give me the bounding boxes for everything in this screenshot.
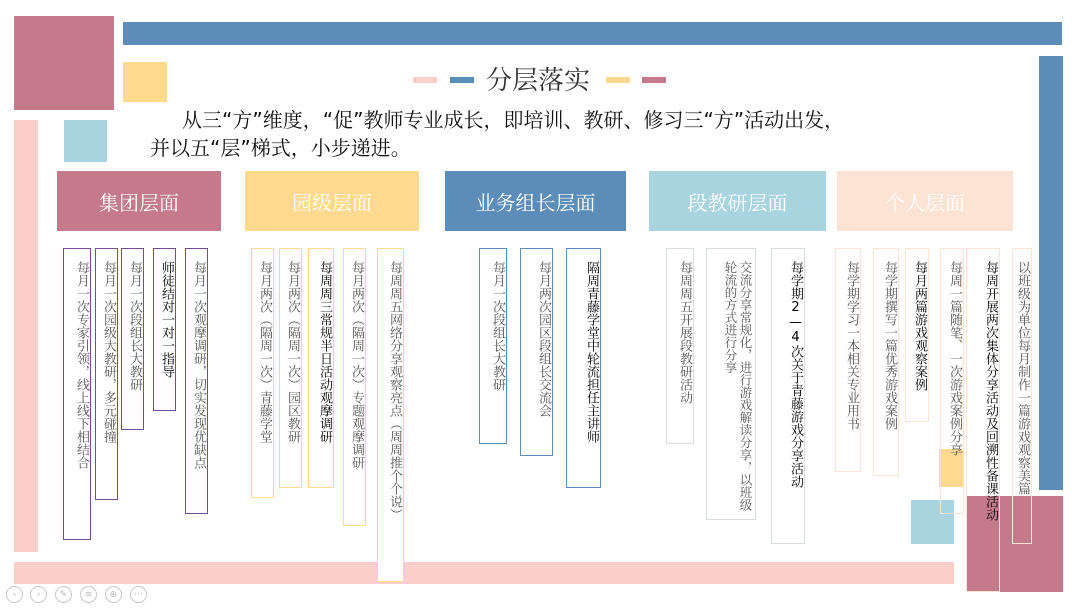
intro-line-1: 从三“方”维度，“促”教师专业成长，即培训、教研、修习三“方”活动出发， [182, 108, 845, 132]
card-kindergarten-1: 每月两次（隔周一次）青藤学堂 [251, 248, 274, 498]
card-personal-6: 以班级为单位每月制作一篇游戏观察美篇 [1012, 248, 1032, 544]
deco-blue-bar-right [1039, 56, 1063, 490]
card-kindergarten-2: 每月两次（隔周一次）园区教研 [279, 248, 302, 488]
header-label: 个人层面 [885, 190, 965, 215]
card-personal-1: 每学期学习一本相关专业用书 [835, 248, 861, 472]
card-personal-5: 每周开展两次集体分享活动及回溯性备课活动 [966, 248, 1000, 592]
pen-icon[interactable]: ✎ [55, 586, 72, 603]
card-business-3: 隔周青藤学堂中轮流担任主讲师 [566, 248, 601, 488]
card-grade-1: 每周周五开展段教研活动 [666, 248, 694, 444]
deco-light-blue-square [64, 120, 107, 162]
deco-pink-bar-left [14, 120, 38, 552]
header-kindergarten-level [245, 171, 419, 231]
prev-slide-icon[interactable]: ‹ [6, 586, 23, 603]
zoom-icon[interactable]: ⊕ [105, 586, 122, 603]
header-label: 集团层面 [99, 190, 179, 215]
title-dash-yellow [606, 77, 630, 83]
deco-blue-bar-top [123, 22, 1062, 45]
card-group-2: 每月一次园级大教研，多元碰撞 [95, 248, 118, 500]
header-label: 业务组长层面 [475, 190, 596, 215]
card-personal-3: 每月两篇游戏观察案例 [905, 248, 929, 422]
card-business-1: 每月一次段组长大教研 [479, 248, 507, 444]
card-personal-2: 每学期撰写一篇优秀游戏案例 [873, 248, 899, 476]
next-slide-icon[interactable]: › [30, 586, 47, 603]
deco-pink-bar-bottom [14, 562, 954, 584]
intro-paragraph [150, 106, 1030, 162]
header-group-level [57, 171, 221, 231]
card-group-5: 每月一次观摩调研，切实发现优缺点 [185, 248, 208, 514]
card-group-3: 每月一次段组长大教研 [121, 248, 144, 430]
card-kindergarten-4: 每月两次（隔周一次）专题观摩调研 [343, 248, 366, 526]
card-grade-2: 交流分享常规化，进行游戏解读分享，以班级轮流的方式进行分享 [706, 248, 756, 520]
header-label: 段教研层面 [687, 190, 788, 215]
more-icon[interactable]: ⋯ [130, 586, 147, 603]
card-group-1: 每月一次专家引领，线上线下相结合 [63, 248, 91, 540]
card-kindergarten-3: 每周周三常规半日活动观摩调研 [308, 248, 334, 488]
header-grade-research-level [649, 171, 826, 231]
header-label: 园级层面 [292, 190, 372, 215]
card-group-4: 师徒结对一对一指导 [153, 248, 176, 411]
title-dash-blue [450, 77, 474, 83]
title-dash-pink [413, 77, 437, 83]
card-business-2: 每月两次园区段组长交流会 [520, 248, 553, 456]
card-personal-4: 每周一篇随笔、一次游戏案例分享 [940, 248, 964, 514]
page-title: 分层落实 [486, 66, 591, 96]
header-personal-level [837, 171, 1013, 231]
title-dash-rose [642, 77, 666, 83]
menu-icon[interactable]: ≡ [80, 586, 97, 603]
header-business-leader-level [445, 171, 626, 231]
card-kindergarten-5: 每周周五网络分享观察亮点（周周推个个说） [377, 248, 404, 582]
intro-line-2: 并以五“层”梯式，小步递进。 [150, 136, 411, 160]
card-grade-3: 每学期2—4次关于青藤游戏分享活动 [771, 248, 805, 544]
title-row [0, 58, 1080, 98]
